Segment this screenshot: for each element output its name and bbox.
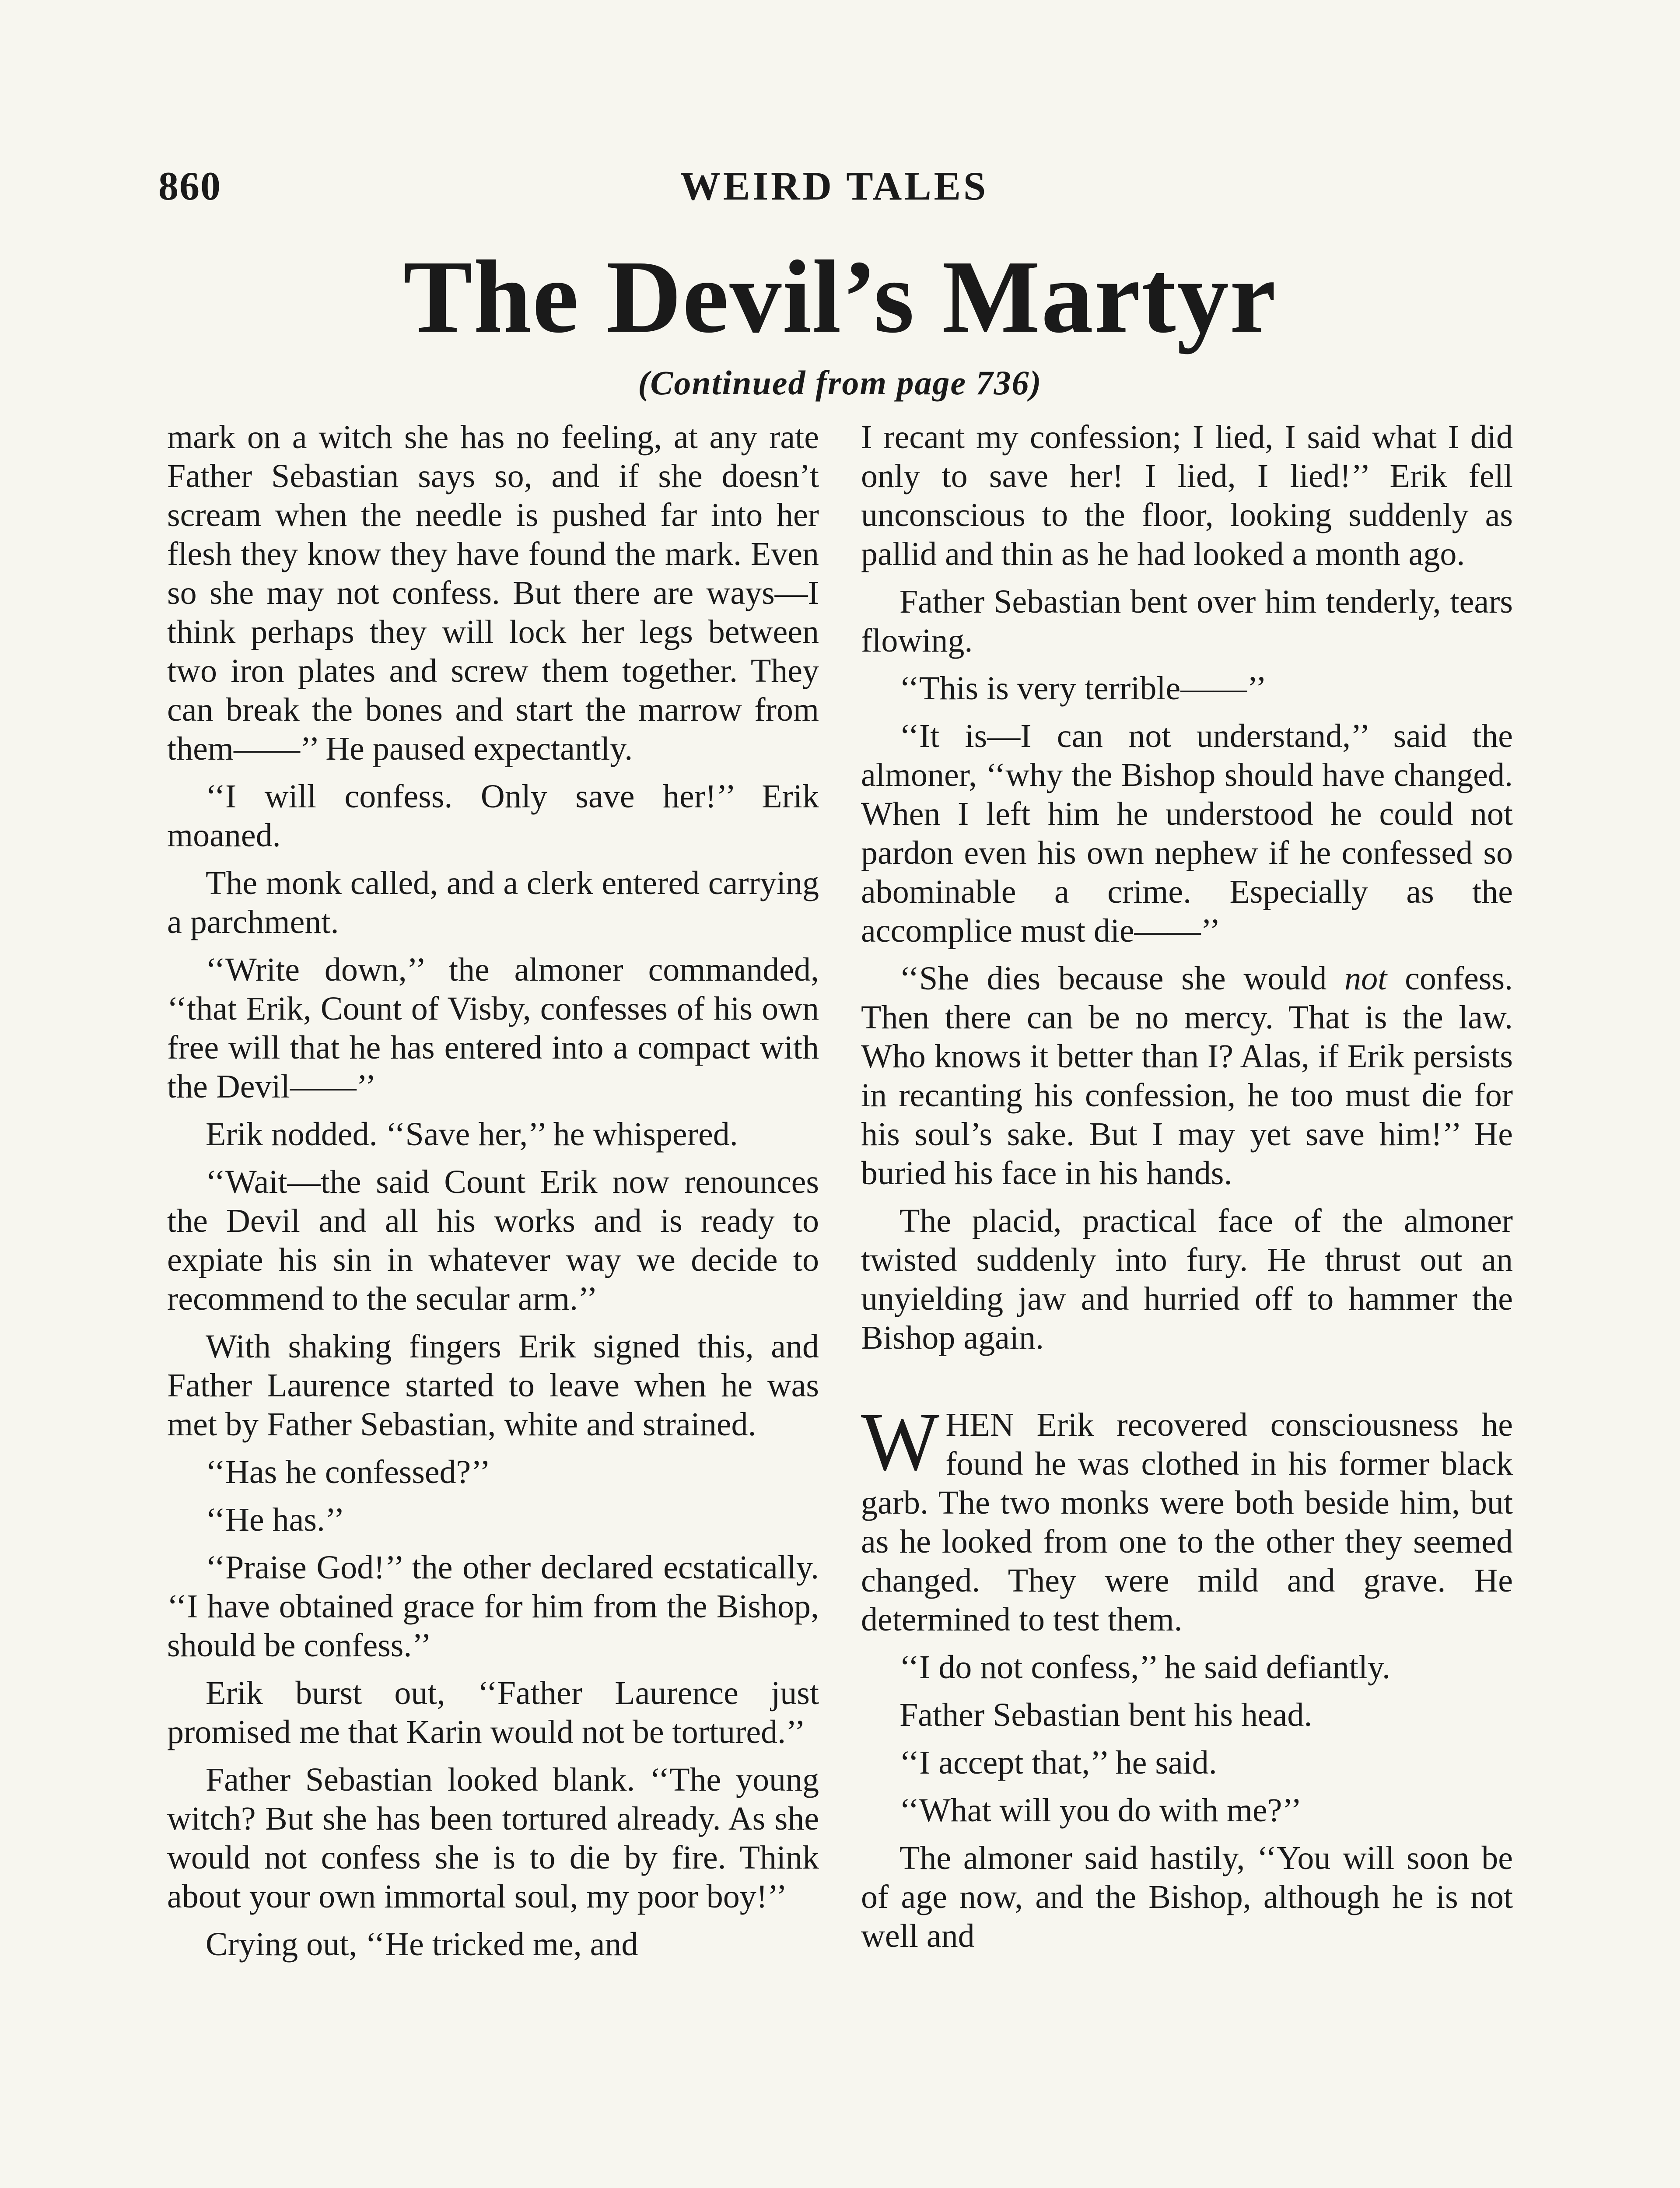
right-column (861, 418, 1513, 1964)
drop-cap: W (861, 1396, 940, 1488)
story-title: The Devil’s Martyr (403, 239, 1277, 354)
paragraph: ‘‘Praise God!’’ the other declared ecstatically. ‘‘I have obtained grace for him from the Bishop, should be confess.’’ (167, 1549, 819, 1664)
paragraph: ‘‘What will you do with me?’’ (900, 1792, 1302, 1829)
paragraph: ‘‘Has he confessed?’’ (206, 1454, 491, 1490)
continued-from-note: (Continued from page 736) (638, 364, 1042, 402)
paragraph: Erik nodded. ‘‘Save her,’’ he whispered. (206, 1116, 738, 1153)
text-run: ‘‘She dies because she would (900, 960, 1327, 997)
paragraph: I recant my confession; I lied, I said what I did only to save her! I lied, I lied!’’ Erik fell unconscious to the floor, looking suddenly as pallid and thin as he had looked a month ago. (861, 419, 1513, 572)
paragraph: ‘‘It is—I can not understand,’’ said the almoner, ‘‘why the Bishop should have changed. When I left him he understood he could not pardon even his own nephew if he confessed so abominable a crime. Especially as the accomplice must die——’’ (861, 718, 1513, 949)
text-run: confess. Then there can be no mercy. That is the law. Who knows it better than I? Alas, if Erik persists in recanting his confession, he too must die for his soul’s sake. But I may yet save him!’’ He buried his face in his hands. (861, 960, 1513, 1192)
emphasis: not (1344, 960, 1387, 997)
page-number: 860 (158, 164, 221, 208)
paragraph: ‘‘I will confess. Only save her!’’ Erik moaned. (167, 778, 819, 854)
page-header (158, 163, 1510, 215)
paragraph: ‘‘I accept that,’’ he said. (900, 1744, 1217, 1781)
paragraph: ‘‘This is very terrible——’’ (900, 670, 1267, 707)
paragraph: The monk called, and a clerk entered carrying a parchment. (167, 865, 819, 940)
paragraph: ‘‘He has.’’ (206, 1501, 345, 1538)
paragraph: The placid, practical face of the almoner twisted suddenly into fury. He thrust out an unyielding jaw and hurried off to hammer the Bishop again. (861, 1203, 1513, 1356)
paragraph: ‘‘Write down,’’ the almoner commanded, ‘‘that Erik, Count of Visby, confesses of his own free will that he has entered into a compact with the Devil——’’ (167, 951, 819, 1105)
section-start-paragraph (861, 1396, 1513, 1639)
paragraph: mark on a witch she has no feeling, at any rate Father Sebastian says so, and if she doesn’t scream when the needle is pushed far into her flesh they know they have found the mark. Even so she may not confess. But there are ways—I think perhaps they will lock her legs between two iron plates and screw them together. They can break the bones and start the marrow from them——’’ He paused expectantly. (167, 419, 819, 767)
paragraph: Crying out, ‘‘He tricked me, and (206, 1926, 638, 1963)
paragraph: Father Sebastian bent over him tenderly, tears flowing. (861, 583, 1513, 659)
text-run: Erik recovered consciousness he found he was clothed in his former black garb. The two monks were both beside him, but as he looked from one to the other they seemed changed. They were mild and grave. He determined to test them. (861, 1406, 1513, 1638)
paragraph: ‘‘Wait—the said Count Erik now renounces the Devil and all his works and is ready to expiate his sin in whatever way we decide to recommend to the secular arm.’’ (167, 1164, 819, 1317)
paragraph: Father Sebastian looked blank. ‘‘The young witch? But she has been tortured already. As she would not confess she is to die by fire. Think about your own immortal soul, my poor boy!’’ (167, 1761, 819, 1915)
running-head: WEIRD TALES (680, 164, 989, 208)
paragraph: Erik burst out, ‘‘Father Laurence just promised me that Karin would not be tortured.’’ (167, 1675, 819, 1750)
paragraph: Father Sebastian bent his head. (900, 1697, 1312, 1733)
left-column (167, 418, 819, 1973)
paragraph (861, 959, 1513, 1193)
paragraph: The almoner said hastily, ‘‘You will soon be of age now, and the Bishop, although he is not well and (861, 1840, 1513, 1954)
small-caps-lead: HEN (945, 1406, 1014, 1443)
paragraph: With shaking fingers Erik signed this, and Father Laurence started to leave when he was met by Father Sebastian, white and strained. (167, 1328, 819, 1443)
paragraph: ‘‘I do not confess,’’ he said defiantly. (900, 1649, 1391, 1686)
